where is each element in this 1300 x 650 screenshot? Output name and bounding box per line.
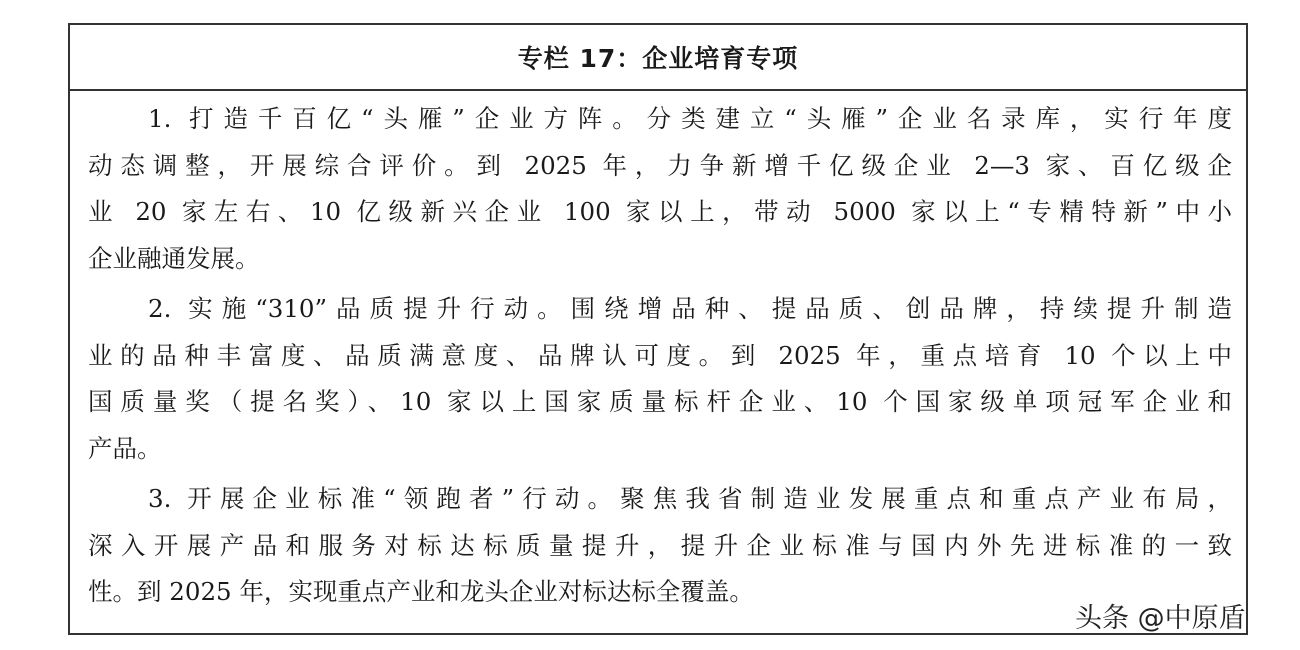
column-content [70,91,1246,616]
text-line: 2. 实施“310”品质提升行动。围绕增品种、提品质、创品牌，持续提升制造 [148,294,1232,323]
paragraph-2 [88,286,1232,472]
text-line: 企业融通发展。 [88,243,260,273]
text-line: 业 20 家左右、10 亿级新兴企业 100 家以上，带动 5000 家以上“专精特新”中小 [88,197,1232,226]
text-line: 3. 开展企业标准“领跑者”行动。聚焦我省制造业发展重点和重点产业布局， [148,484,1232,513]
paragraph-1 [88,96,1232,282]
text-line: 动态调整，开展综合评价。到 2025 年，力争新增千亿级企业 2—3 家、百亿级企 [88,150,1232,180]
watermark: 头条 @中原盾 [1075,603,1246,634]
text-line: 1. 打造千百亿“头雁”企业方阵。分类建立“头雁”企业名录库，实行年度 [148,104,1232,133]
paragraph-3 [88,476,1232,616]
text-line: 深入开展产品和服务对标达标质量提升，提升企业标准与国内外先进标准的一致 [88,530,1232,560]
text-line: 性。到 2025 年，实现重点产业和龙头企业对标达标全覆盖。 [88,577,754,606]
column-title: 专栏 17：企业培育专项 [70,25,1246,91]
column-box [68,23,1248,635]
text-line: 业的品种丰富度、品质满意度、品牌认可度。到 2025 年，重点培育 10 个以上中 [88,340,1232,370]
text-line: 产品。 [88,433,162,463]
text-line: 国质量奖（提名奖）、10 家以上国家质量标杆企业、10 个国家级单项冠军企业和 [88,387,1232,416]
